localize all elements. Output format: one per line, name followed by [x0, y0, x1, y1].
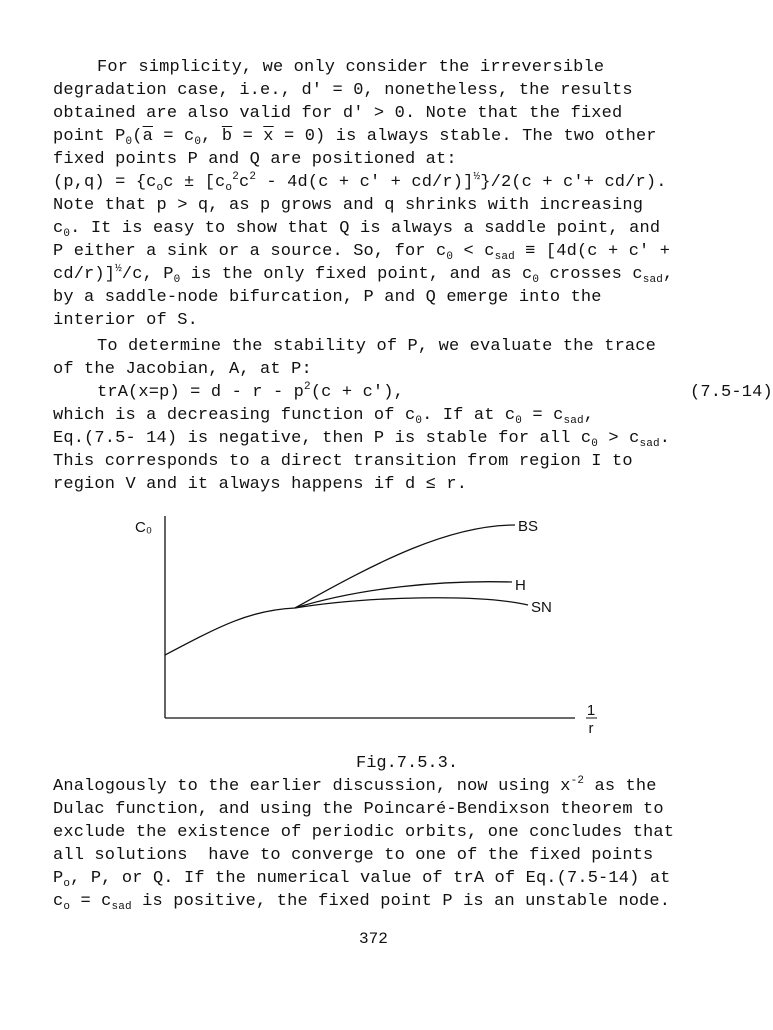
text-line: all solutions have to converge to one of the fixed points [53, 846, 654, 865]
equation-line: $trA(x=p) = d - r - p^2(c + c')$, (7.5-14) [97, 381, 773, 402]
x-axis-label-denominator: r [588, 720, 594, 737]
text-line: $c_0$. It is easy to show that Q is always a saddle point, and [53, 219, 661, 240]
text-line: To determine the stability of P, we evaluate the trace [97, 337, 656, 356]
text-line: Eq.(7.5- 14) is negative, then P is stable for all $c_0 > c_{sad}$. [53, 429, 671, 450]
label-h: H [515, 577, 526, 594]
text-line: $P_o$, P, or Q. If the numerical value of trA of Eq.(7.5-14) at [53, 869, 671, 890]
text-line: obtained are also valid for d' > 0. Note that the fixed [53, 104, 623, 123]
text-line: cd/r)]$^{\frac{1}{2}}$/c, $P_0$ is the only fixed point, and as $c_0$ crosses $c_{sad}$, [53, 263, 674, 286]
text-line: Dulac function, and using the Poincaré-Bendixson theorem to [53, 800, 664, 819]
text-line: For simplicity, we only consider the irreversible [97, 58, 605, 77]
text-line: Analogously to the earlier discussion, now using $x^{-2}$ as the [53, 775, 657, 796]
text-line: $(p,q) = \{c_oc \pm [c_o^2c^2 - 4d(c + c' + cd/r)]^{\frac{1}{2}}\}/2(c + c'+ cd/r)$. [53, 171, 667, 194]
label-bs: BS [518, 518, 539, 535]
text-line: P either a sink or a source. So, for $c_0 < c_{sad} \equiv [4d(c + c'$ + [53, 242, 671, 263]
text-line: interior of S. [53, 311, 198, 330]
text-line: which is a decreasing function of $c_0$. If at $c_0 = c_{sad}$, [53, 406, 595, 427]
label-sn: SN [531, 599, 552, 616]
text-line: fixed points P and Q are positioned at: [53, 150, 457, 169]
text-line: point $P_0(\overline{a} = c_0$, $\overline{b} = \overline{x} = 0$) is always stable. The two other [53, 127, 657, 148]
text-line: by a saddle-node bifurcation, P and Q emerge into the [53, 288, 602, 307]
text-line: exclude the existence of periodic orbits, one concludes that [53, 823, 675, 842]
page-number: 372 [359, 930, 388, 948]
text-line: This corresponds to a direct transition from region I to [53, 452, 633, 471]
y-axis-label: C₀ [135, 519, 153, 536]
text-line: region V and it always happens if d ≤ r. [53, 475, 468, 494]
bifurcation-figure [135, 510, 610, 750]
figure-caption: Fig.7.5.3. [356, 754, 459, 773]
text-line: Note that p > q, as p grows and q shrinks with increasing [53, 196, 644, 215]
curve-bs [295, 525, 515, 608]
text-line: degradation case, i.e., d' = 0, nonetheless, the results [53, 81, 633, 100]
text-line: of the Jacobian, A, at P: [53, 360, 312, 379]
x-axis-label-numerator: 1 [586, 702, 596, 719]
curve-lower-branch [165, 608, 295, 655]
text-line: $c_o = c_{sad}$ is positive, the fixed point P is an unstable node. [53, 892, 671, 913]
equation-number: (7.5-14) [690, 383, 773, 402]
